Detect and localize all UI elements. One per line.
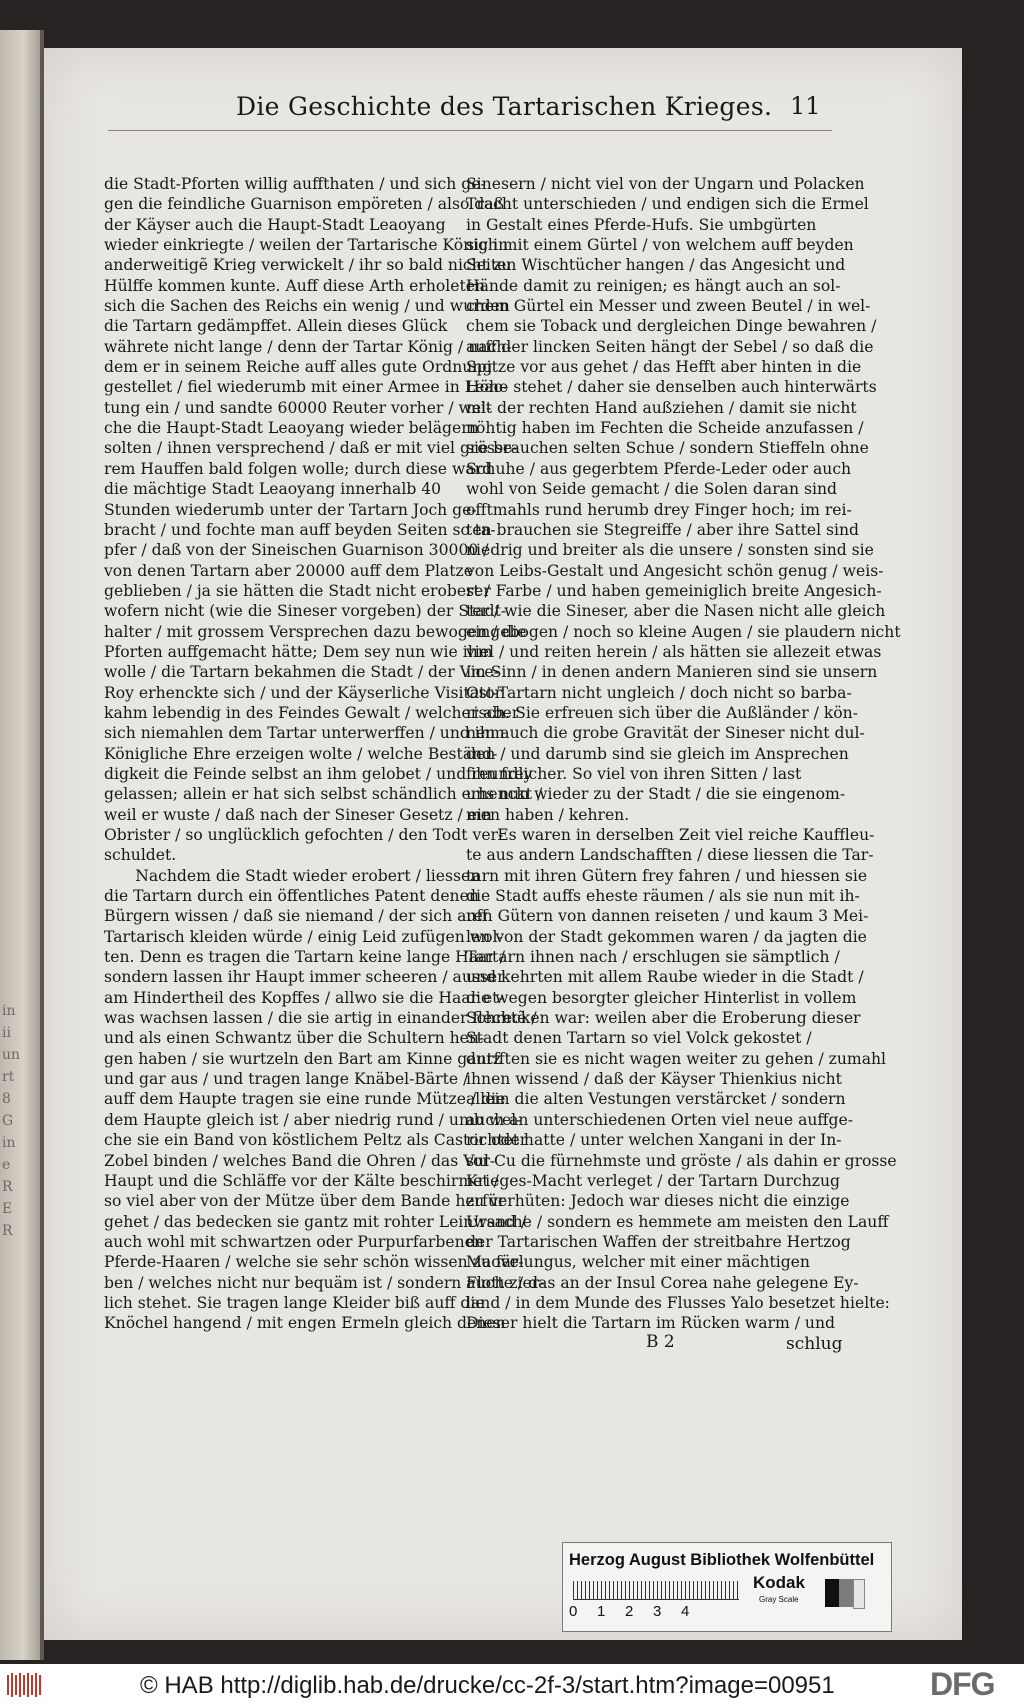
text-line: Ursache / sondern es hemmete am meisten den Lauff <box>466 1212 889 1231</box>
text-line: sondern lassen ihr Haupt immer scheeren / ausser <box>104 968 505 987</box>
text-line: land / in dem Munde des Flusses Yalo besetzet hielte: <box>466 1293 890 1312</box>
text-line: Hülffe kommen kunte. Auff diese Arth erholeten <box>104 276 486 295</box>
text-line: Schrecken war: weilen aber die Eroberung dieser <box>466 1009 861 1028</box>
text-line: Krieges-Macht verleget / der Tartarn Durchzug <box>466 1171 841 1190</box>
text-column-left <box>104 174 545 1334</box>
text-line: wolle / die Tartarn bekahmen die Stadt / der Vice- <box>104 663 499 682</box>
header-rule <box>108 130 832 131</box>
previous-page-edge <box>0 30 42 1660</box>
text-line: che sie ein Band von köstlichem Peltz als Castor oder <box>104 1131 528 1150</box>
text-line: pfer / daß von der Sineischen Guarnison 30000 / <box>104 541 489 560</box>
text-line: Spitze vor aus gehet / das Hefft aber hinten in die <box>466 358 862 377</box>
text-line: niedrig und breiter als die unsere / sonsten sind sie <box>466 541 874 560</box>
text-line: Zobel binden / welches Band die Ohren / das Vor- <box>104 1151 496 1170</box>
text-line: so viel aber von der Mütze über dem Bande herfür <box>104 1192 506 1211</box>
text-line: dem er in seinem Reiche auff alles gute Ordnung <box>104 358 493 377</box>
text-line: den / und darumb sind sie gleich im Ansprechen <box>466 744 849 763</box>
source-url-link[interactable]: © HAB http://diglib.hab.de/drucke/cc-2f-3/start.htm?image=00951 <box>140 1672 835 1699</box>
text-line: Dieser hielt die Tartarn im Rücken warm / und <box>466 1314 835 1333</box>
gray-swatch-dark <box>825 1579 839 1607</box>
text-line: sie brauchen selten Schue / sondern Stieffeln ohne <box>466 439 869 458</box>
text-line: mit der rechten Hand außziehen / damit sie nicht <box>466 398 857 417</box>
text-line: len von der Stadt gekommen waren / da jagten die <box>466 927 867 946</box>
text-line: nen auch die grobe Gravität der Sineser nicht dul- <box>466 724 865 743</box>
text-line: ben / welches nicht nur bequäm ist / sondern auch zier- <box>104 1273 545 1292</box>
text-line: zu verhüten: Jedoch war dieses nicht die einzige <box>466 1192 850 1211</box>
margin-fragment: rt <box>2 1069 15 1085</box>
text-line: lich stehet. Sie tragen lange Kleider biß auff die <box>104 1293 485 1312</box>
text-line: von Leibs-Gestalt und Angesicht schön genug / weis- <box>466 561 884 580</box>
text-line: die mächtige Stadt Leaoyang innerhalb 40 <box>104 480 442 499</box>
text-line: Roy erhenckte sich / und der Käyserliche Visitator <box>104 683 503 702</box>
scale-number: 0 <box>569 1603 578 1620</box>
text-line: weil er wuste / daß nach der Sineser Gesetz / ein <box>104 805 492 824</box>
text-line: von denen Tartarn aber 20000 auff dem Platze <box>104 561 473 580</box>
text-line: Stadt denen Tartarn so viel Volck gekostet / <box>466 1029 812 1048</box>
text-line: gehet / das bedecken sie gantz mit rohter Leinwand / <box>104 1212 527 1231</box>
text-line: allein die alten Vestungen verstärcket / sondern <box>466 1090 846 1109</box>
text-line: kahm lebendig in des Feindes Gewalt / welcher aber <box>104 703 520 722</box>
text-line: digkeit die Feinde selbst an ihm gelobet / und ihn frey <box>104 764 533 783</box>
text-line: sul Cu die fürnehmste und gröste / als dahin er grosse <box>466 1151 897 1170</box>
text-line: Maovelungus, welcher mit einer mächtigen <box>466 1253 810 1272</box>
margin-fragment: ii <box>2 1025 11 1041</box>
text-line: Es waren in derselben Zeit viel reiche Kauffleu- <box>466 826 875 844</box>
text-line: solten / ihnen versprechend / daß er mit viel grösse- <box>104 439 518 458</box>
catchword: schlug <box>786 1334 843 1354</box>
text-line: schuldet. <box>104 846 177 865</box>
kodak-logo: Kodak <box>753 1573 805 1592</box>
margin-fragment: R <box>2 1179 13 1195</box>
text-line: Knöchel hangend / mit engen Ermeln gleich denen <box>104 1314 506 1333</box>
text-line: rem Hauffen bald folgen wolle; durch diese ward <box>104 459 493 478</box>
text-line: Schuhe / aus gegerbtem Pferde-Leder oder auch <box>466 459 852 478</box>
text-line: sich die Sachen des Reichs ein wenig / und wurden <box>104 297 510 316</box>
text-line: te aus andern Landschafften / diese liessen die Tar- <box>466 846 874 865</box>
text-line: die Tartarn durch ein öffentliches Patent denen <box>104 887 479 906</box>
scale-number: 2 <box>625 1603 634 1620</box>
text-line: offtmahls rund herumb drey Finger hoch; im rei- <box>466 500 852 519</box>
text-line: wieder einkriegte / weilen der Tartarische König in <box>104 236 509 255</box>
text-line: Seiten Wischtücher hangen / das Angesicht und <box>466 256 846 275</box>
text-line: auch wohl mit schwartzen oder Purpurfarbenen <box>104 1232 484 1251</box>
text-line: in Gestalt eines Pferde-Hufs. Sie umbgürten <box>466 215 817 234</box>
margin-fragment: 8 <box>2 1091 11 1107</box>
margin-fragment: E <box>2 1201 13 1217</box>
text-line: der Tartarischen Waffen der streitbahre Hertzog <box>466 1232 851 1251</box>
text-line: Nachdem die Stadt wieder erobert / liessen <box>104 866 481 885</box>
text-line: Pferde-Haaren / welche sie sehr schön wissen zu fär- <box>104 1253 524 1272</box>
color-checker-card <box>562 1542 892 1632</box>
scale-number: 1 <box>597 1603 606 1620</box>
margin-fragment: in <box>2 1003 16 1019</box>
text-line: Sinesern / nicht viel von der Ungarn und Polacken <box>466 175 865 193</box>
text-line: wofern nicht (wie die Sineser vorgeben) der Stadt- <box>104 602 507 621</box>
text-line: ren Gütern von dannen reiseten / und kaum 3 Mei- <box>466 907 869 926</box>
text-line: ihnen wissend / daß der Käyser Thienkius nicht <box>466 1070 842 1089</box>
library-name: Herzog August Bibliothek Wolfenbüttel <box>569 1551 875 1569</box>
text-line: gelassen; allein er hat sich selbst schändlich erhenckt / <box>104 785 543 804</box>
text-line: die Tartarn gedämpffet. Allein dieses Glück <box>104 317 448 336</box>
text-line: sich mit einem Gürtel / von welchem auff beyden <box>466 236 854 255</box>
text-line: viel / und reiten herein / als hätten sie allezeit etwas <box>466 642 882 661</box>
text-line: men haben / kehren. <box>466 805 630 824</box>
margin-fragments <box>2 1000 22 1242</box>
text-line: nöhtig haben im Fechten die Scheide anzufassen / <box>466 419 864 438</box>
text-line: Königliche Ehre erzeigen wolte / welche Beständ- <box>104 744 498 763</box>
text-line: Hände damit zu reinigen; es hängt auch an sol- <box>466 276 841 295</box>
text-line: Flotte / das an der Insul Corea nahe gelegene Ey- <box>466 1273 859 1292</box>
text-line: Höhe stehet / daher sie denselben auch hinterwärts <box>466 378 877 397</box>
scale-number: 4 <box>681 1603 690 1620</box>
margin-fragment: R <box>2 1223 13 1239</box>
text-line: auff dem Haupte tragen sie eine runde Mütze / die <box>104 1090 506 1109</box>
text-line: Ost-Tartarn nicht ungleich / doch nicht so barba- <box>466 683 852 702</box>
text-line: ten. Denn es tragen die Tartarn keine lange Haar / <box>104 948 505 967</box>
text-line: währete nicht lange / denn der Tartar König / nach- <box>104 337 512 356</box>
text-line: im Sinn / in denen andern Manieren sind sie unsern <box>466 663 878 682</box>
text-line: die wegen besorgter gleicher Hinterlist in vollem <box>466 988 857 1007</box>
text-line: sich niemahlen dem Tartar unterwerffen / und ihm <box>104 724 505 743</box>
text-line: ter / wie die Sineser, aber die Nasen nicht alle gleich <box>466 602 886 621</box>
text-line: ten brauchen sie Stegreiffe / aber ihre Sattel sind <box>466 520 860 539</box>
text-line: auch an unterschiedenen Orten viel neue auffge- <box>466 1110 853 1129</box>
text-line: Bürgern wissen / daß sie niemand / der sich auff <box>104 907 488 926</box>
text-line: Obrister / so unglücklich gefochten / den Todt ver- <box>104 826 504 844</box>
text-line: eingebogen / noch so kleine Augen / sie plaudern nicht <box>466 622 901 641</box>
barcode-logo-icon <box>6 1672 46 1698</box>
text-line: chem Gürtel ein Messer und zween Beutel / in wel- <box>466 297 871 316</box>
scale-numbers <box>569 1603 749 1620</box>
viewer-footer <box>0 1664 1024 1704</box>
text-line: auff der lincken Seiten hängt der Sebel / so daß die <box>466 337 874 356</box>
text-line: Tartarn ihnen nach / erschlugen sie sämptlich / <box>466 948 840 967</box>
text-line: dem Haupte gleich ist / aber niedrig rund / umb wel- <box>104 1110 522 1129</box>
text-line: und kehrten mit allem Raube wieder in die Stadt / <box>466 968 864 987</box>
text-line: ser Farbe / und haben gemeiniglich breite Angesich- <box>466 581 882 600</box>
gray-swatch-light <box>853 1579 865 1609</box>
text-line: chem sie Toback und dergleichen Dinge bewahren / <box>466 317 877 336</box>
text-line: risch. Sie erfreuen sich über die Außländer / kön- <box>466 703 858 722</box>
text-line: wohl von Seide gemacht / die Solen daran sind <box>466 480 837 499</box>
text-line: Tracht unterschieden / und endigen sich die Ermel <box>466 195 869 214</box>
text-line: Pforten auffgemacht hätte; Dem sey nun wie ihm <box>104 642 493 661</box>
dfg-logo: DFG <box>930 1666 995 1702</box>
gray-swatch-mid <box>839 1579 853 1607</box>
text-line: was wachsen lassen / die sie artig in einander flechtẽ / <box>104 1009 537 1028</box>
margin-fragment: e <box>2 1157 11 1173</box>
text-line: gen haben / sie wurtzeln den Bart am Kinne gantz <box>104 1049 502 1068</box>
text-line: anderweitigẽ Krieg verwickelt / ihr so bald nicht zu <box>104 256 512 275</box>
margin-fragment: in <box>2 1135 16 1151</box>
text-column-right <box>466 174 901 1334</box>
text-line: die Stadt auffs eheste räumen / als sie nun mit ih- <box>466 887 860 906</box>
text-line: bracht / und fochte man auff beyden Seiten so ta- <box>104 520 496 539</box>
text-line: am Hindertheil des Kopffes / allwo sie die Haar et- <box>104 988 504 1007</box>
text-line: der Käyser auch die Haupt-Stadt Leaoyang <box>104 215 446 234</box>
text-line: richtet hatte / unter welchen Xangani in der In- <box>466 1131 842 1150</box>
text-line: und gar aus / und tragen lange Knäbel-Bärte / <box>104 1070 469 1089</box>
text-line: die Stadt-Pforten willig auffthaten / und sich ge- <box>104 175 486 193</box>
text-line: und als einen Schwantz über die Schultern hen- <box>104 1029 485 1048</box>
text-line: freundlicher. So viel von ihren Sitten / last <box>466 764 802 783</box>
text-line: Stunden wiederumb unter der Tartarn Joch ge- <box>104 500 477 519</box>
text-line: durfften sie es nicht wagen weiter zu gehen / zumahl <box>466 1049 887 1068</box>
margin-fragment: un <box>2 1047 21 1063</box>
page-number: 11 <box>790 92 821 120</box>
text-line: gen die feindliche Guarnison empöreten / also daß <box>104 195 505 214</box>
text-line: Tartarisch kleiden würde / einig Leid zufügen wol- <box>104 927 503 946</box>
text-line: tung ein / und sandte 60000 Reuter vorher / wel- <box>104 398 492 417</box>
text-line: geblieben / ja sie hätten die Stadt nicht erobert / <box>104 581 491 600</box>
scale-number: 3 <box>653 1603 662 1620</box>
text-line: tarn mit ihren Gütern frey fahren / und hiessen sie <box>466 866 868 885</box>
margin-fragment: G <box>2 1113 14 1129</box>
text-line: halter / mit grossem Versprechen dazu bewogen / die <box>104 622 527 641</box>
scale-ruler <box>573 1581 739 1600</box>
signature-mark: B 2 <box>646 1332 675 1352</box>
text-line: Haupt und die Schläffe vor der Kälte beschirmet / <box>104 1171 499 1190</box>
running-header: Die Geschichte des Tartarischen Krieges. <box>236 92 773 121</box>
gray-scale-label: Gray Scale <box>759 1595 799 1604</box>
text-line: gestellet / fiel wiederumb mit einer Armee in Leao- <box>104 378 509 397</box>
text-line: che die Haupt-Stadt Leaoyang wieder belägern <box>104 419 479 438</box>
text-line: uns nun wieder zu der Stadt / die sie eingenom- <box>466 785 846 804</box>
